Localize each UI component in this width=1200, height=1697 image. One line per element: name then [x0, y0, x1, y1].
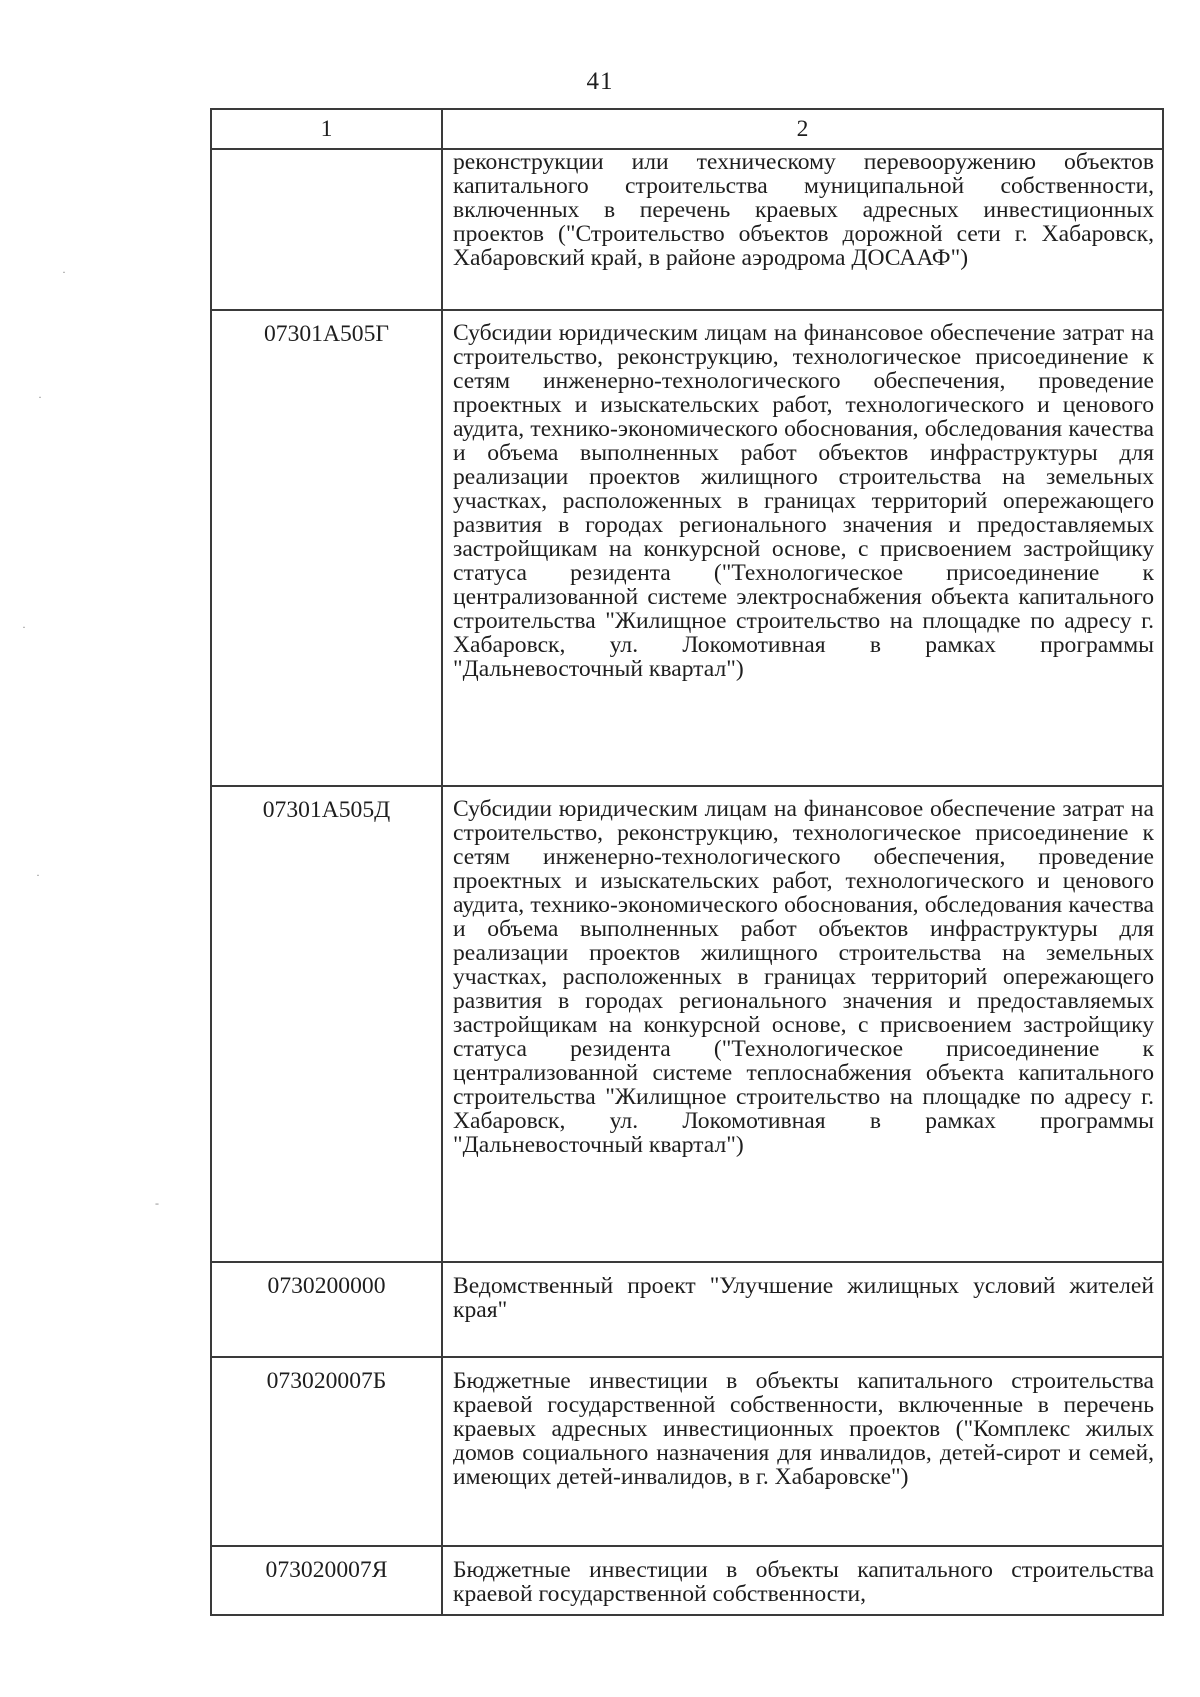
row-code: 07301А505Д — [211, 786, 442, 1262]
table-row — [211, 149, 1163, 310]
table-row — [211, 786, 1163, 1262]
scan-speck: · — [62, 265, 66, 279]
column-header-2: 2 — [442, 109, 1163, 149]
scan-speck: · — [38, 390, 42, 404]
scan-speck: - — [155, 1196, 159, 1210]
table-header — [211, 109, 1163, 149]
row-code: 073020007Б — [211, 1357, 442, 1546]
row-description: Субсидии юридическим лицам на финансовое обеспечение затрат на строительство, реконструкцию, технологическое присоединение к сетям инженерно-технологического обеспечения, проведение проектных и изыскательских работ, технологического и ценового аудита, технико-экономического обоснования, обследования качества и объема выполненных работ объектов инфраструктуры для реализации проектов жилищного строительства на земельных участках, расположенных в границах территорий опережающего развития в городах регионального значения и предоставляемых застройщикам на конкурсной основе, с присвоением застройщику статуса резидента ("Технологическое присоединение к централизованной системе электроснабжения объекта капитального строительства "Жилищное строительство на площадке по адресу г. Хабаровск, ул. Локомотивная в рамках программы "Дальневосточный квартал") — [442, 310, 1163, 786]
row-code: 073020007Я — [211, 1546, 442, 1615]
page-number: 41 — [586, 68, 614, 95]
scan-speck: · — [36, 868, 40, 882]
budget-classification-table — [210, 108, 1164, 1616]
row-description: Бюджетные инвестиции в объекты капитального строительства краевой государственной собственности, включенные в перечень краевых адресных инвестиционных проектов ("Комплекс жилых домов социального назначения для инвалидов, детей-сирот и семей, имеющих детей-инвалидов, в г. Хабаровске") — [442, 1357, 1163, 1546]
table-row — [211, 1262, 1163, 1357]
row-description: Бюджетные инвестиции в объекты капитального строительства краевой государственной собственности, — [442, 1546, 1163, 1615]
row-code: 0730200000 — [211, 1262, 442, 1357]
table-row — [211, 1546, 1163, 1615]
row-description: Ведомственный проект "Улучшение жилищных условий жителей края" — [442, 1262, 1163, 1357]
row-code — [211, 149, 442, 310]
column-header-1: 1 — [211, 109, 442, 149]
scan-speck: · — [22, 620, 26, 634]
row-code: 07301А505Г — [211, 310, 442, 786]
row-description: Субсидии юридическим лицам на финансовое обеспечение затрат на строительство, реконструкцию, технологическое присоединение к сетям инженерно-технологического обеспечения, проведение проектных и изыскательских работ, технологического и ценового аудита, технико-экономического обоснования, обследования качества и объема выполненных работ объектов инфраструктуры для реализации проектов жилищного строительства на земельных участках, расположенных в границах территорий опережающего развития в городах регионального значения и предоставляемых застройщикам на конкурсной основе, с присвоением застройщику статуса резидента ("Технологическое присоединение к централизованной системе теплоснабжения объекта капитального строительства "Жилищное строительство на площадке по адресу г. Хабаровск, ул. Локомотивная в рамках программы "Дальневосточный квартал") — [442, 786, 1163, 1262]
table-row — [211, 1357, 1163, 1546]
row-description: реконструкции или техническому перевооружению объектов капитального строительства муниципальной собственности, включенных в перечень краевых адресных инвестиционных проектов ("Строительство объектов дорожной сети г. Хабаровск, Хабаровский край, в районе аэродрома ДОСААФ") — [442, 149, 1163, 310]
table-row — [211, 310, 1163, 786]
